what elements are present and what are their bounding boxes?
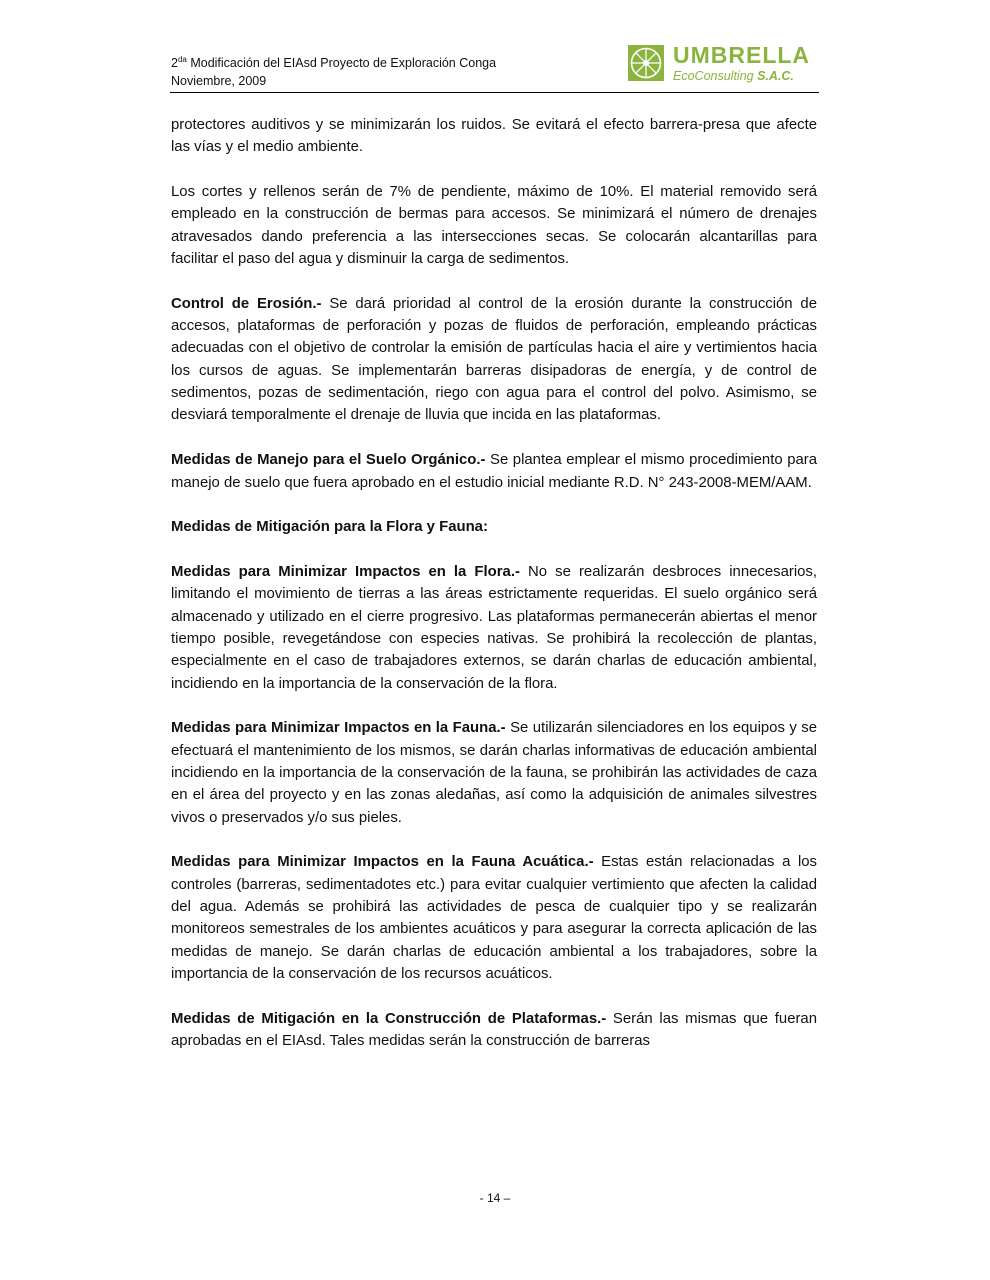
page-number: - 14 – bbox=[479, 1191, 511, 1205]
paragraph-text: Serán las mismas que fueran aprobadas en el EIAsd. Tales medidas serán la construcción de barreras bbox=[171, 1010, 817, 1050]
logo-subtitle bbox=[673, 69, 794, 83]
title-superscript: da bbox=[177, 54, 187, 64]
paragraph-text: protectores auditivos y se minimizarán los ruidos. Se evitará el efecto barrera-presa que afecte las vías y el medio ambiente. bbox=[171, 117, 817, 156]
paragraph-fauna bbox=[171, 717, 817, 829]
title-rest: Modificación del EIAsd Proyecto de Exploración Conga bbox=[186, 56, 497, 70]
paragraph-text: Estas están relacionadas a los controles (barreras, sedimentadotes etc.) para evitar cualquier vertimiento que afecten la calidad del agua. Además se prohibirá las actividades de pesca de cualquier tipo y se realizarán monitoreos semestrales de los ambientes acuáticos y para asegurar la correcta aplicación de las medidas de manejo. Se darán charlas de educación ambiental a los trabajadores, sobre la importancia de la conservación de los recursos acuáticos. bbox=[171, 854, 817, 983]
paragraph-heading: Medidas para Minimizar Impactos en la Fauna Acuática.- bbox=[171, 854, 594, 871]
paragraph-heading: Medidas de Manejo para el Suelo Orgánico.- bbox=[171, 452, 486, 469]
paragraph-control-erosion bbox=[171, 293, 817, 427]
paragraph-2 bbox=[171, 181, 817, 270]
paragraph-heading: Medidas de Mitigación para la Flora y Fauna: bbox=[171, 519, 488, 536]
logo-subtitle-italic: EcoConsulting bbox=[673, 69, 754, 83]
paragraph-text: Se utilizarán silenciadores en los equipos y se efectuará el mantenimiento de los mismos, se darán charlas informativas de educación ambiental incidiendo en la importancia de la conservación de la fauna, se prohibirán las actividades de caza en el área del proyecto y en las zonas aledañas, así como la adquisición de animales silvestres vivos o preservados y/o sus pieles. bbox=[171, 720, 817, 826]
paragraph-fauna-acuatica bbox=[171, 851, 817, 985]
document-body bbox=[171, 114, 817, 1075]
paragraph-heading: Medidas para Minimizar Impactos en la Fauna.- bbox=[171, 720, 506, 737]
paragraph-heading: Control de Erosión.- bbox=[171, 295, 322, 312]
paragraph-heading: Medidas para Minimizar Impactos en la Flora.- bbox=[171, 563, 520, 580]
paragraph-suelo-organico bbox=[171, 449, 817, 494]
header-divider bbox=[170, 92, 819, 93]
paragraph-heading: Medidas de Mitigación en la Construcción de Plataformas.- bbox=[171, 1010, 607, 1027]
paragraph-text: Los cortes y rellenos serán de 7% de pendiente, máximo de 10%. El material removido será empleado en la construcción de bermas para accesos. Se minimizará el número de drenajes atravesados dando preferencia a las intersecciones secas. Se colocarán alcantarillas para facilitar el paso del agua y disminuir la carga de sedimentos. bbox=[171, 184, 817, 268]
paragraph-1 bbox=[171, 114, 817, 159]
document-title bbox=[171, 54, 496, 72]
logo-subtitle-bold: S.A.C. bbox=[757, 69, 794, 83]
title-prefix: 2 bbox=[171, 56, 178, 70]
paragraph-text: No se realizarán desbroces innecesarios, limitando el movimiento de tierras a las áreas estrictamente requeridas. El suelo orgánico será almacenado y utilizado en el cierre progresivo. Las plataformas permanecerán abiertas el menor tiempo posible, revegetándose con especies nativas. Se prohibirá la recolección de plantas, especialmente en el caso de trabajadores externos, se darán charlas de educación ambiental, incidiendo en la importancia de la conservación de la flora. bbox=[171, 563, 817, 692]
paragraph-text: Se dará prioridad al control de la erosión durante la construcción de accesos, plataformas de perforación y pozas de fluidos de perforación, empleando prácticas adecuadas con el objetivo de controlar la emisión de partículas hacia el aire y vertimientos hacia los cursos de aguas. Se implementarán barreras disipadoras de energía, y de control de sedimentos, pozas de sedimentación, riego con agua para el control del polvo. Asimismo, se desviará temporalmente el drenaje de lluvia que incida en las plataformas. bbox=[171, 295, 817, 424]
paragraph-flora bbox=[171, 561, 817, 695]
section-heading-flora-fauna bbox=[171, 516, 817, 538]
header-text bbox=[171, 54, 496, 90]
page-header bbox=[171, 42, 818, 93]
paragraph-text: Se plantea emplear el mismo procedimiento para manejo de suelo que fuera aprobado en el estudio inicial mediante R.D. N° 243-2008-MEM/AAM. bbox=[171, 452, 817, 491]
logo-title: UMBRELLA bbox=[673, 42, 811, 68]
document-date: Noviembre, 2009 bbox=[171, 74, 267, 88]
umbrella-logo bbox=[628, 42, 816, 85]
paragraph-plataformas bbox=[171, 1008, 817, 1053]
umbrella-logo-icon bbox=[628, 45, 664, 81]
